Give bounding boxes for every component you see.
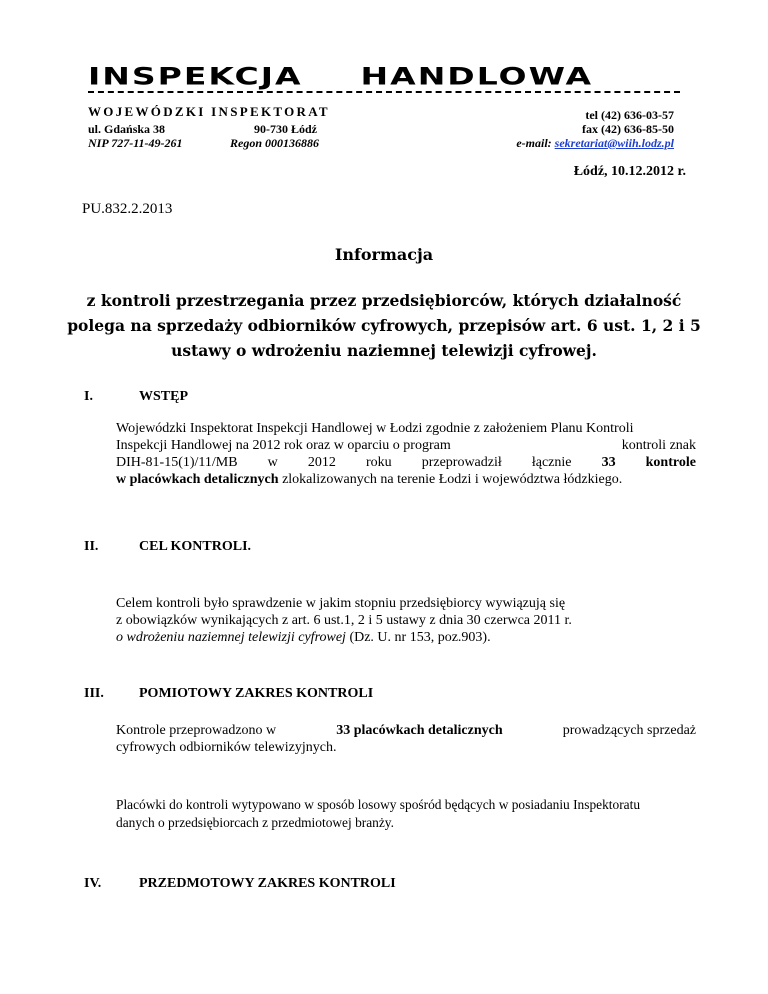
section-3-number: III. [84,686,104,701]
text-bold: 33 [601,455,616,470]
text-bold: kontrole [645,455,696,470]
section-4-heading: PRZEDMOTOWY ZAKRES KONTROLI [139,876,396,891]
text-word: łącznie [531,455,572,470]
subtitle-line: ustawy o wdrożeniu naziemnej telewizji cyfrowej. [171,341,597,360]
section-3-paragraph-2 [116,796,696,832]
section-1-paragraph [116,420,696,488]
text-line: cyfrowych odbiorników telewizyjnych. [116,740,337,755]
text-line: Placówki do kontroli wytypowano w sposób losowy spośród będących w posiadaniu Inspektoratu [116,797,641,812]
text-fragment: Inspekcji Handlowej na 2012 rok oraz w oparciu o program [116,438,451,453]
text-bold: w placówkach detalicznych [116,472,279,487]
text-fragment: prowadzących sprzedaż [562,723,696,738]
header-divider [88,91,680,99]
text-word: przeprowadził [421,455,502,470]
org-word-handlowa: HANDLOWA [360,62,594,91]
address-street: ul. Gdańska 38 [88,122,166,136]
text-word: 2012 [307,455,336,470]
email-link[interactable]: sekretariat@wiih.lodz.pl [554,136,674,150]
text-word: roku [365,455,392,470]
document-reference: PU.832.2.2013 [82,201,173,217]
text-fragment: kontroli znak [621,438,696,453]
text-fragment: Kontrole przeprowadzono w [116,723,277,738]
address-postal: 90-730 Łódź [254,122,317,136]
section-1-heading: WSTĘP [139,389,189,404]
email-label: e-mail: [516,136,552,150]
phone-number: tel (42) 636-03-57 [585,108,674,122]
section-3-heading: POMIOTOWY ZAKRES KONTROLI [139,686,374,701]
document-subtitle [60,288,708,363]
nip-number: NIP 727-11-49-261 [88,136,183,150]
email-line [516,136,674,150]
act-title: o wdrożeniu naziemnej telewizji cyfrowej [116,630,346,645]
section-3-paragraph [116,722,696,756]
section-2-heading: CEL KONTROLI. [139,539,252,554]
org-word-inspekcja: INSPEKCJA [88,62,303,91]
inspectorate-name: WOJEWÓDZKI INSPEKTORAT [88,104,330,119]
fax-number: fax (42) 636-85-50 [582,122,674,136]
section-4-number: IV. [84,876,102,891]
regon-number: Regon 000136886 [230,136,320,150]
section-2-paragraph [116,595,696,646]
org-logo-text [88,60,678,93]
subtitle-line: z kontroli przestrzegania przez przedsiębiorców, których działalność [86,291,682,310]
text-line: z obowiązków wynikających z art. 6 ust.1, 2 i 5 ustawy z dnia 30 czerwca 2011 r. [116,613,572,628]
text-line: danych o przedsiębiorcach z przedmiotowej branży. [116,815,394,830]
text-word: w [267,455,278,470]
section-2-number: II. [84,539,99,554]
subtitle-line: polega na sprzedaży odbiorników cyfrowych, przepisów art. 6 ust. 1, 2 i 5 [67,316,701,335]
text-bold: 33 placówkach detalicznych [336,723,503,738]
document-title: Informacja [334,245,434,264]
text-word: DIH-81-15(1)/11/MB [116,455,238,470]
text-line: Wojewódzki Inspektorat Inspekcji Handlowej w Łodzi zgodnie z założeniem Planu Kontroli [116,421,634,436]
text-fragment: zlokalizowanych na terenie Łodzi i województwa łódzkiego. [278,472,623,487]
section-1-number: I. [84,389,93,404]
text-fragment: (Dz. U. nr 153, poz.903). [345,630,491,645]
text-line: Celem kontroli było sprawdzenie w jakim stopniu przedsiębiorcy wywiązują się [116,596,566,611]
document-date: Łódź, 10.12.2012 r. [573,164,686,179]
